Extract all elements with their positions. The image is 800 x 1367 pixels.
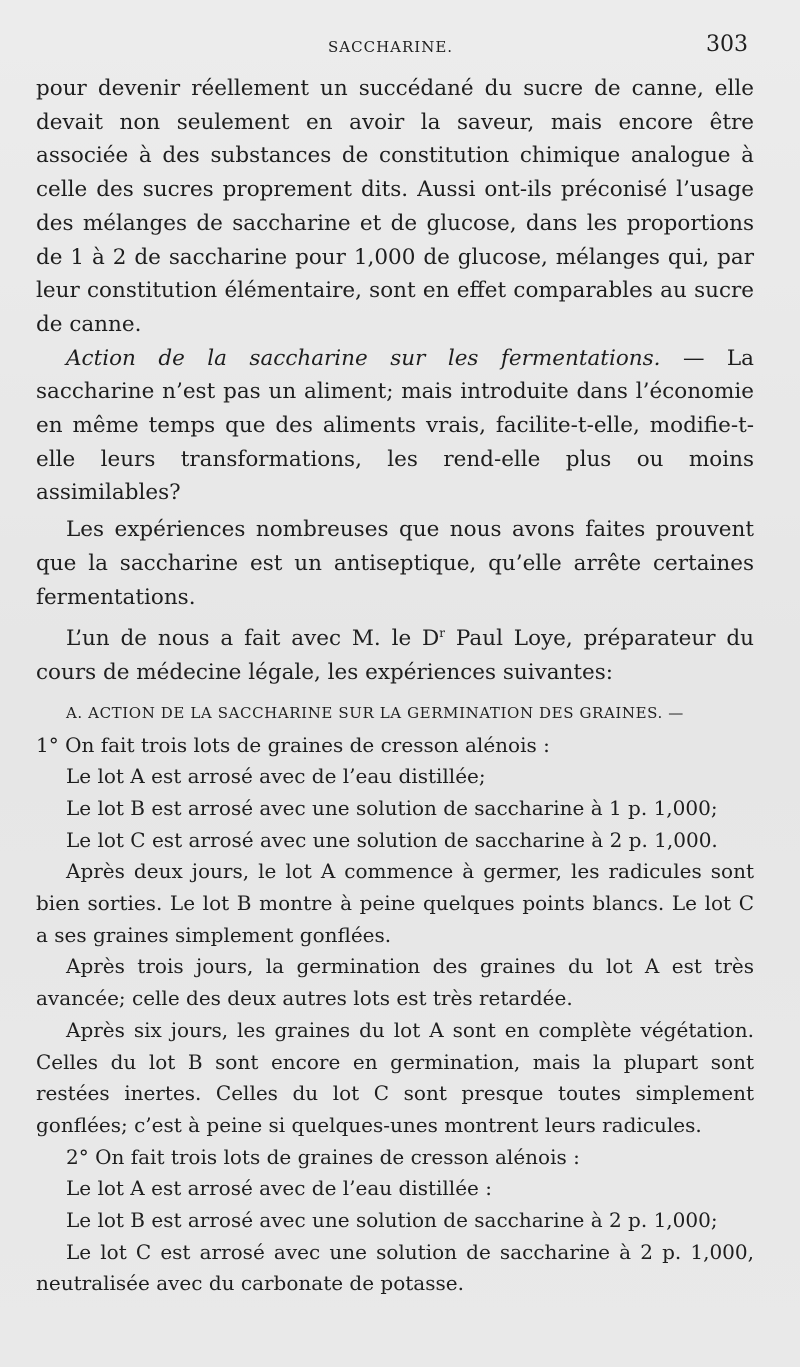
- item-2-intro: 2° On fait trois lots de graines de cresson alénois :: [66, 1144, 580, 1169]
- paragraph-text-a: L’un de nous a fait avec M. le D: [66, 626, 440, 652]
- item-2-line: Le lot C est arrosé avec une solution de saccharine à 2 p. 1,000, neutralisée avec du carbonate de potasse.: [36, 1239, 754, 1296]
- running-title: SACCHARINE.: [328, 38, 454, 56]
- page-header: [0, 32, 800, 62]
- item-1-line: Le lot A est arrosé avec de l’eau distillée;: [66, 764, 486, 789]
- observation-paragraph: Après six jours, les graines du lot A sont en complète végétation. Celles du lot B sont encore en germination, mais la plupart sont restées inertes. Celles du lot C sont presque toutes simplement gonflées; c’est à peine si quelques-unes montrent leurs radicules.: [36, 1017, 754, 1137]
- page-number: 303: [706, 32, 748, 57]
- item-1-line: Le lot B est arrosé avec une solution de saccharine à 1 p. 1,000;: [66, 795, 718, 820]
- observation-paragraph: Après deux jours, le lot A commence à germer, les radicules sont bien sorties. Le lot B montre à peine quelques points blancs. Le lot C a ses graines simplement gonflées.: [36, 859, 754, 947]
- section-heading-line: [36, 696, 754, 730]
- superscript: r: [439, 626, 446, 641]
- page-body: [36, 72, 754, 1300]
- item-1-intro: 1° On fait trois lots de graines de cresson alénois :: [36, 732, 550, 757]
- item-2-line: Le lot A est arrosé avec de l’eau distillée :: [66, 1176, 492, 1201]
- section-heading: A. ACTION DE LA SACCHARINE SUR LA GERMINATION DES GRAINES. —: [66, 703, 684, 722]
- paragraph-text: — La saccharine n’est pas un aliment; mais introduite dans l’économie en même temps que des aliments vrais, facilite-t-elle, modifie-t-elle leurs transformations, les rend-elle plus ou moins assimilables?: [36, 345, 754, 506]
- paragraph-loye: [36, 617, 754, 690]
- paragraph-heading: Action de la saccharine sur les fermentations.: [66, 345, 661, 371]
- item-2-line: Le lot B est arrosé avec une solution de saccharine à 2 p. 1,000;: [66, 1208, 718, 1233]
- observation-paragraph: Après trois jours, la germination des graines du lot A est très avancée; celle des deux autres lots est très retardée.: [36, 954, 754, 1011]
- paragraph-text-b: Paul Loye, préparateur du cours de médecine légale, les expériences suivantes:: [36, 626, 755, 686]
- section-germination: [36, 696, 754, 1300]
- item-1-line: Le lot C est arrosé avec une solution de saccharine à 2 p. 1,000.: [66, 827, 718, 852]
- paragraph-continuation: pour devenir réellement un succédané du sucre de canne, elle devait non seulement en avoir la saveur, mais encore être associée à des substances de constitution chimique analogue à celle des sucres proprement dits. Aussi ont-ils préconisé l’usage des mélanges de saccharine et de glucose, dans les proportions de 1 à 2 de saccharine pour 1,000 de glucose, mélanges qui, par leur constitution élémentaire, sont en effet comparables au sucre de canne.: [36, 76, 754, 337]
- paragraph-fermentations: [36, 342, 754, 511]
- paragraph-experiences: Les expériences nombreuses que nous avons faites prouvent que la saccharine est un antiseptique, qu’elle arrête certaines fermentations.: [36, 517, 754, 610]
